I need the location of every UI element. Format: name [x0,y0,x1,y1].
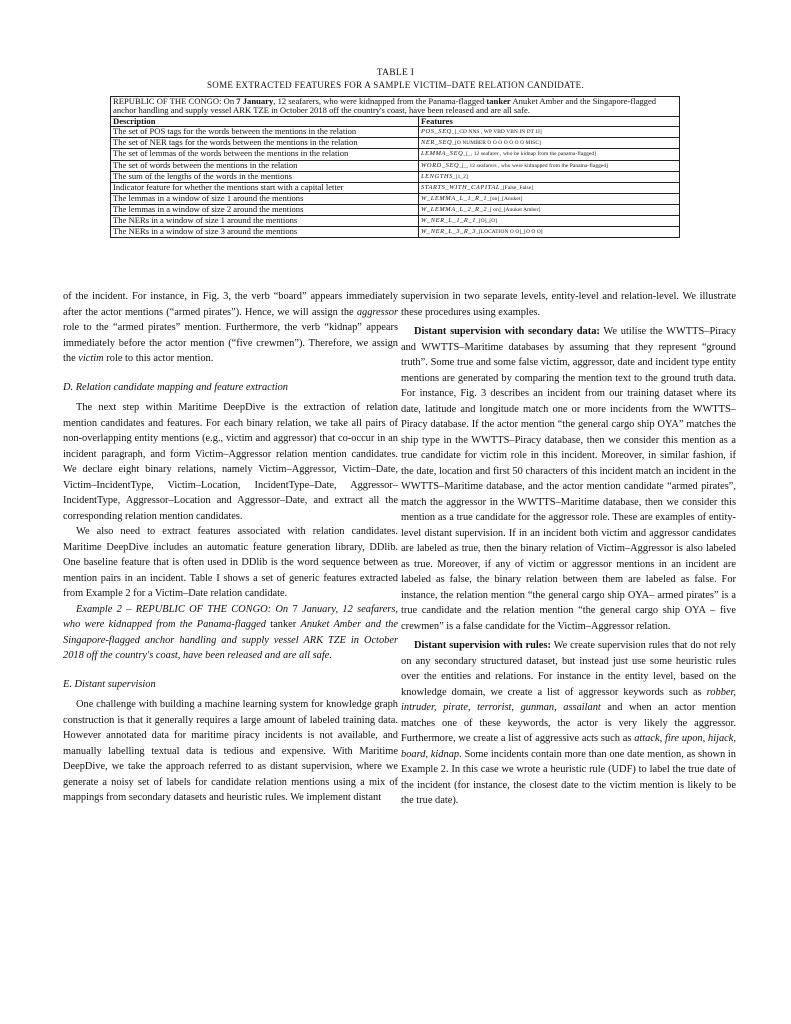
feature-table [110,96,680,238]
right-paragraph-2: Distant supervision with secondary data: We utilise the WWTTS–Piracy and WWTTS–Maritime databases by assuming that they represent “ground truth”. Some true and some false victim, aggressor, date and incident type entity mentions are generated by comparing the mention text to the ground truth data. For instance, Fig. 3 describes an incident from our training dataset where its date, latitude and longitude match one or more incidents from the WWTTS–Piracy database. If the actor mention “the general cargo ship OYA” matches the ship type in the WWTTS–Piracy database, then we consider this mention as a true candidate for victim role in this incident. Moreover, in similar fashion, if the date, location and first 50 characters of this incident match an incident in the WWTTS–Maritime database, and the actor mention candidate “armed pirates”, match the aggressor in the WWTTS–Maritime database, then we consider this mention as a true candidate for the aggressor role. These are examples of entity-level distant supervision. If in an incident both victim and aggressor candidates are labeled as true, then the binary relation of Victim–Aggressor is also labeled as true. Moreover, if any of victim or aggressor mentions in an incident are labeled as false, the binary relation between them are labeled as false. For instance, the relation mention “the general cargo ship OYA– armed pirates” is a true candidate and the relation mention “the general cargo ship OYA – five crewmen” is a false candidate for the Victim–Aggressor relation. [401,326,736,632]
left-paragraph-4: One challenge with building a machine learning system for knowledge graph construction is that it generally requires a large amount of labeled training data. However annotated data for maritime piracy incidents is not available, and manually labelling textual data is tedious and expensive. With Maritime DeepDive, we take the approach referred to as distant supervision, where we generate a noisy set of labels for candidate relation mentions using a mix of mappings from secondary datasets and heuristic rules. We implement distant [63,699,398,803]
row-description: The set of words between the mentions in the relation [111,160,419,171]
feature-value: _[LOCATION O O]_[O O O] [476,229,543,236]
feature-name: STARTS_WITH_CAPITAL [421,183,500,191]
row-feature [419,171,680,182]
right-paragraph-1: supervision in two separate levels, entity-level and relation-level. We illustrate these procedures using examples. [401,291,736,318]
feature-value: _[_CD NNS , WP VBD VBN IN DT JJ] [451,129,542,136]
example-text: REPUBLIC OF THE CONGO: On 7 January, 12 seafarers, who were kidnapped from the Panama-flagged tanker Anuket Amber and the Singapore-flagged anchor handling and supply vessel ARK TZE in October 2018 off the country's coast, have been released and are all safe. [111,97,680,117]
row-description: The lemmas in a window of size 2 around the mentions [111,204,419,215]
row-feature [419,149,680,160]
example-row [111,97,680,117]
row-feature [419,216,680,227]
row-feature [419,204,680,215]
table-row [111,171,680,182]
feature-value: _[False_False] [499,184,534,191]
table-row [111,160,680,171]
left-paragraph-3: We also need to extract features associated with relation candidates. Maritime DeepDive includes an automatic feature generation library, DDlib. One baseline feature that is often used in DDlib is the word sequence between mention pairs in an incident. Table I shows a set of generic features extracted from Example 2 for a Victim–Date relation candidate. [63,526,398,599]
table-row [111,149,680,160]
feature-value: _[ on]_[Anuket Amber] [487,206,541,213]
table-row [111,182,680,193]
feature-name: LENGTHS [421,172,453,180]
feature-name: POS_SEQ [421,128,452,136]
table-row [111,193,680,204]
left-paragraph-2: The next step within Maritime DeepDive is the extraction of relation mention candidates and features. For each binary relation, we take all pairs of non-overlapping entity mentions (e.g., victim and aggressor) that co-occur in an incident paragraph, and form Victim–Aggressor relation mention candidates. We declare eight binary relations, namely Victim–Aggressor, Victim–Date, Victim–IncidentType, Victim–Location, IncidentType–Date, Aggressor–IncidentType, Aggressor–Location and Aggressor–Date, and extract all the corresponding relation mention candidates. [63,402,398,522]
feature-value: _[_, 12 seafarers , who were kidnapped from the Panama-flagged] [459,162,609,169]
row-description: The set of NER tags for the words between the mentions in the relation [111,138,419,149]
row-description: The lemmas in a window of size 1 around the mentions [111,193,419,204]
feature-value: _[1_2] [452,173,468,180]
header-description: Description [111,117,419,127]
feature-value: _[_, 12 seafarer , who be kidnap from the panama-flagged] [463,151,597,158]
feature-name: W_LEMMA_L_2_R_2 [421,205,488,213]
feature-name: NER_SEQ [421,139,453,147]
example-2: Example 2 – REPUBLIC OF THE CONGO: On 7 January, 12 seafarers, who were kidnapped from the Panama-flagged tanker Anuket Amber and the Singapore-flagged anchor handling and supply vessel ARK TZE in October 2018 off the country's coast, have been released and are all safe. [63,603,398,661]
table-row [111,127,680,138]
table-row [111,216,680,227]
row-feature [419,160,680,171]
feature-name: WORD_SEQ [421,161,460,169]
header-row [111,117,680,127]
row-feature [419,193,680,204]
row-description: The set of POS tags for the words between the mentions in the relation [111,127,419,138]
feature-value: _[on]_[Anuket] [487,195,523,202]
row-feature [419,227,680,238]
row-description: The NERs in a window of size 3 around the mentions [111,227,419,238]
table-title: SOME EXTRACTED FEATURES FOR A SAMPLE VICTIM–DATE RELATION CANDIDATE. [207,80,584,90]
row-feature [419,127,680,138]
feature-name: W_NER_L_1_R_1 [421,217,477,225]
row-feature [419,182,680,193]
row-description: The NERs in a window of size 1 around the mentions [111,216,419,227]
left-paragraph-1: of the incident. For instance, in Fig. 3, the verb “board” appears immediately after the actor mentions (“armed pirates”). Hence, we will assign the aggressor role to the “armed pirates” mention. Furthermore, the verb “kidnap” appears immediately before the actor mention (“five crewmen”). Therefore, we assign the victim role to this actor mention. [63,291,398,364]
header-features: Features [419,117,680,127]
row-feature [419,138,680,149]
section-heading-e: E. Distant supervision [63,678,156,690]
row-description: The set of lemmas of the words between the mentions in the relation [111,149,419,160]
table-row [111,204,680,215]
feature-name: LEMMA_SEQ [421,150,464,158]
left-column [63,289,398,806]
table-row [111,138,680,149]
right-column [401,289,736,809]
feature-value: _[O NUMBER O O O O O O O MISC] [452,140,541,147]
feature-value: _[O]_[O] [476,218,498,225]
row-description: The sum of the lengths of the words in the mentions [111,171,419,182]
table-number: TABLE I [376,68,415,78]
right-paragraph-3: Distant supervision with rules: We create supervision rules that do not rely on any secondary structured dataset, but instead just use some heuristic rules over the entities and relations. For instance in the entity level, based on the knowledge domain, we create a list of aggressor keywords such as robber, intruder, pirate, terrorist, gunman, assailant and when an actor mention matches one of these keywords, the actor is very likely the aggressor. Furthermore, we create a list of aggressive acts such as attack, fire upon, hijack, board, kidnap. Some incidents contain more than one date mention, as shown in Example 2. In this case we wrote a heuristic rule (UDF) to label the true date of the incident (for instance, the closest date to the victim mention is likely to be the true date). [401,640,737,806]
feature-name: W_NER_L_3_R_3 [421,228,477,236]
table-row [111,227,680,238]
row-description: Indicator feature for whether the mentions start with a capital letter [111,182,419,193]
section-heading-d: D. Relation candidate mapping and feature extraction [63,381,288,393]
feature-name: W_LEMMA_L_1_R_1 [421,194,488,202]
